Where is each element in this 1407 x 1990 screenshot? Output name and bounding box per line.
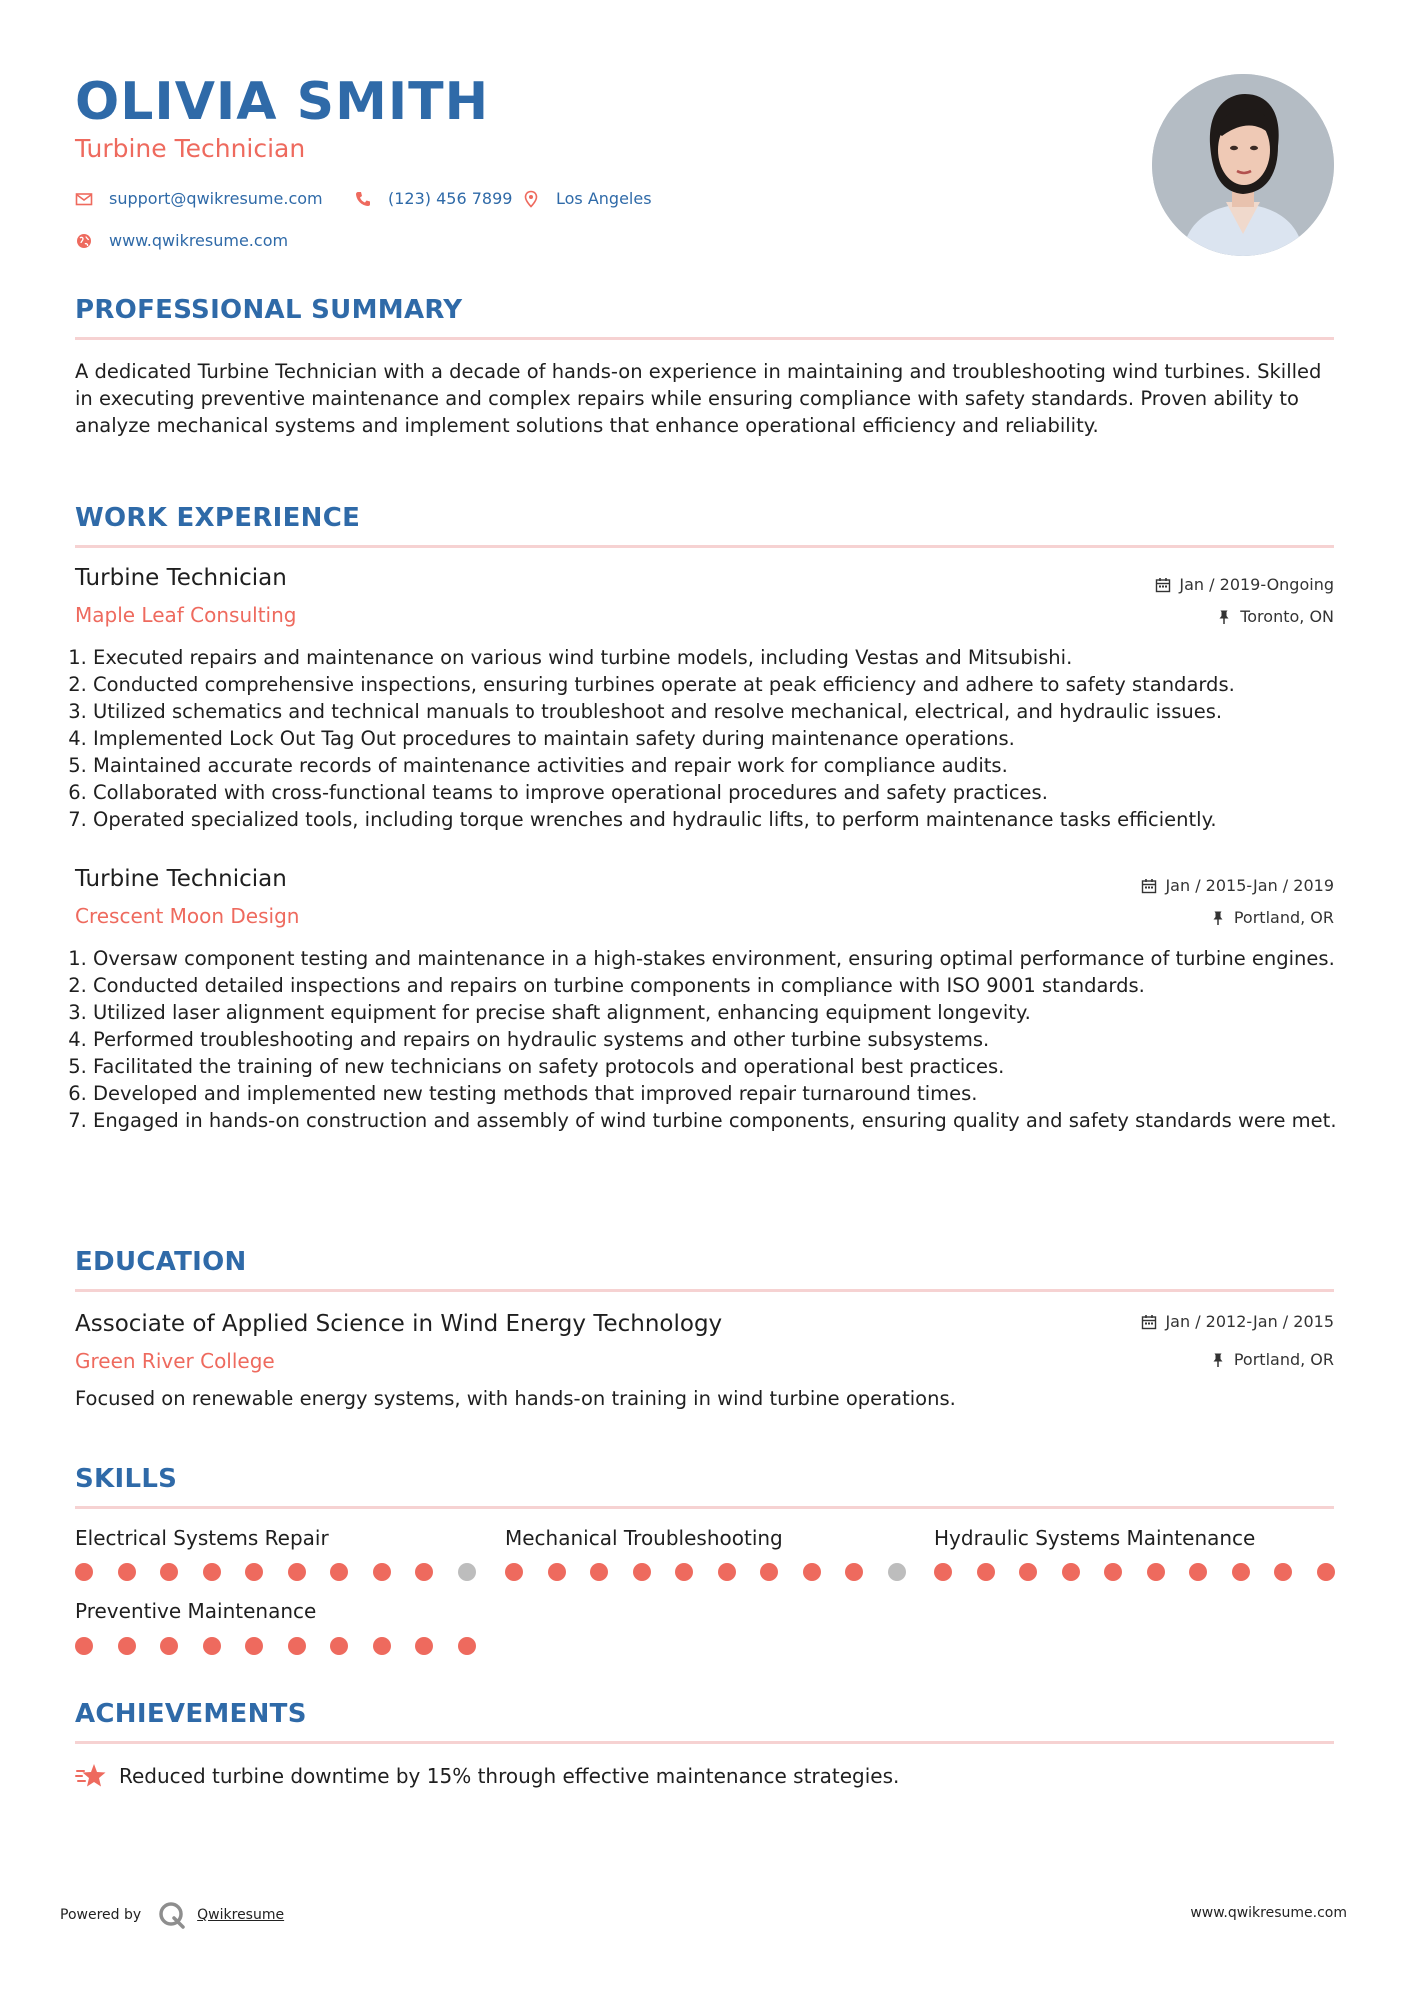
skill-dot-filled — [373, 1637, 391, 1655]
list-item: 2. Conducted comprehensive inspections, ensuring turbines operate at peak efficiency and adhere to safety standards. — [93, 671, 1352, 698]
skill-dot-filled — [458, 1637, 476, 1655]
job-2-location-text: Portland, OR — [1233, 908, 1334, 927]
job-1-title: Turbine Technician — [75, 565, 287, 591]
job-2-dates — [1141, 876, 1334, 895]
skill-dot-filled — [675, 1563, 693, 1581]
skill-dot-filled — [803, 1563, 821, 1581]
skill-label: Mechanical Troubleshooting — [505, 1526, 783, 1550]
job-2-title: Turbine Technician — [75, 866, 287, 892]
phone-text: (123) 456 7899 — [388, 189, 513, 208]
skill-dot-filled — [718, 1563, 736, 1581]
phone-icon — [354, 190, 372, 208]
skill-dot-filled — [934, 1563, 952, 1581]
skills-divider — [75, 1506, 1334, 1509]
skill-dot-filled — [245, 1563, 263, 1581]
skill-dot-filled — [633, 1563, 651, 1581]
skill-rating — [934, 1563, 1334, 1581]
skill-dot-filled — [845, 1563, 863, 1581]
experience-heading: WORK EXPERIENCE — [75, 503, 361, 533]
skill-dot-filled — [415, 1637, 433, 1655]
skill-label: Hydraulic Systems Maintenance — [934, 1526, 1256, 1550]
list-item: 7. Engaged in hands-on construction and assembly of wind turbine components, ensuring quality and safety standards were met. — [93, 1107, 1352, 1134]
skill-dot-filled — [118, 1563, 136, 1581]
skill-rating — [505, 1563, 905, 1581]
contact-phone[interactable] — [354, 189, 512, 208]
email-text: support@qwikresume.com — [109, 189, 323, 208]
skill-dot-filled — [1232, 1563, 1250, 1581]
achievement-item — [75, 1762, 899, 1790]
skill-dot-filled — [1274, 1563, 1292, 1581]
candidate-name: OLIVIA SMITH — [75, 72, 490, 132]
footer-powered-by — [60, 1900, 284, 1930]
pushpin-icon — [1210, 910, 1226, 926]
list-item: 3. Utilized laser alignment equipment for precise shaft alignment, enhancing equipment longevity. — [93, 999, 1352, 1026]
skill-dot-filled — [1189, 1563, 1207, 1581]
skills-heading: SKILLS — [75, 1464, 178, 1494]
skill-dot-filled — [977, 1563, 995, 1581]
education-location — [1210, 1350, 1334, 1369]
education-heading: EDUCATION — [75, 1247, 247, 1277]
skill-dot-filled — [1104, 1563, 1122, 1581]
education-description: Focused on renewable energy systems, with hands-on training in wind turbine operations. — [75, 1387, 956, 1410]
skill-dot-filled — [160, 1637, 178, 1655]
avatar-portrait — [1152, 74, 1334, 256]
skill-dot-filled — [590, 1563, 608, 1581]
skill-label: Electrical Systems Repair — [75, 1526, 329, 1550]
education-divider — [75, 1289, 1334, 1292]
skill-dot-filled — [330, 1563, 348, 1581]
contact-location — [522, 189, 652, 208]
job-1-dates-text: Jan / 2019-Ongoing — [1179, 575, 1334, 594]
summary-divider — [75, 337, 1334, 340]
powered-by-text: Powered by — [60, 1907, 142, 1923]
education-location-text: Portland, OR — [1233, 1350, 1334, 1369]
list-item: 6. Developed and implemented new testing methods that improved repair turnaround times. — [93, 1080, 1352, 1107]
list-item: 7. Operated specialized tools, including torque wrenches and hydraulic lifts, to perform maintenance tasks efficiently. — [93, 806, 1352, 833]
skill-dot-filled — [203, 1563, 221, 1581]
skill-dot-filled — [548, 1563, 566, 1581]
list-item: 2. Conducted detailed inspections and repairs on turbine components in compliance with ISO 9001 standards. — [93, 972, 1352, 999]
skill-dot-filled — [245, 1637, 263, 1655]
envelope-icon — [75, 190, 93, 208]
skill-dot-filled — [288, 1563, 306, 1581]
skill-dot-filled — [505, 1563, 523, 1581]
skill-dot-filled — [1317, 1563, 1335, 1581]
location-text: Los Angeles — [556, 189, 652, 208]
skill-rating — [75, 1563, 475, 1581]
skill-dot-filled — [118, 1637, 136, 1655]
job-2-location — [1210, 908, 1334, 927]
candidate-role: Turbine Technician — [75, 134, 306, 163]
calendar-icon — [1155, 577, 1171, 593]
job-1-location — [1216, 607, 1334, 626]
calendar-icon — [1141, 878, 1157, 894]
skill-dot-filled — [1019, 1563, 1037, 1581]
profile-photo — [1152, 74, 1334, 256]
skill-rating — [75, 1637, 475, 1655]
job-1-dates — [1155, 575, 1334, 594]
list-item: 6. Collaborated with cross-functional teams to improve operational procedures and safety practices. — [93, 779, 1352, 806]
skill-dot-filled — [1147, 1563, 1165, 1581]
achievement-text: Reduced turbine downtime by 15% through effective maintenance strategies. — [119, 1764, 900, 1788]
list-item: 4. Implemented Lock Out Tag Out procedures to maintain safety during maintenance operations. — [93, 725, 1352, 752]
job-1-location-text: Toronto, ON — [1240, 607, 1334, 626]
list-item: 3. Utilized schematics and technical manuals to troubleshoot and resolve mechanical, electrical, and hydraulic issues. — [93, 698, 1352, 725]
skill-dot-filled — [160, 1563, 178, 1581]
summary-text: A dedicated Turbine Technician with a decade of hands-on experience in maintaining and troubleshooting wind turbines. Skilled in executing preventive maintenance and complex repairs while ensuring compliance with safety standards. Proven ability to analyze mechanical systems and implement solutions that enhance operational efficiency and reliability. — [75, 360, 1322, 437]
job-1-company: Maple Leaf Consulting — [75, 603, 297, 627]
job-1-bullets — [75, 644, 1352, 833]
achievements-divider — [75, 1741, 1334, 1744]
footer-site[interactable]: www.qwikresume.com — [1190, 1905, 1347, 1921]
skill-dot-filled — [415, 1563, 433, 1581]
contact-website[interactable] — [75, 231, 288, 250]
map-pin-icon — [522, 190, 540, 208]
contact-email[interactable] — [75, 189, 323, 208]
skill-dot-empty — [888, 1563, 906, 1581]
job-2-company: Crescent Moon Design — [75, 904, 300, 928]
skill-dot-filled — [1062, 1563, 1080, 1581]
pushpin-icon — [1210, 1352, 1226, 1368]
qwikresume-link[interactable]: Qwikresume — [197, 1907, 285, 1923]
list-item: 1. Executed repairs and maintenance on various wind turbine models, including Vestas and Mitsubishi. — [93, 644, 1352, 671]
skill-dot-filled — [373, 1563, 391, 1581]
skill-dot-filled — [330, 1637, 348, 1655]
globe-icon — [75, 232, 93, 250]
job-2-bullets — [75, 945, 1352, 1134]
website-text: www.qwikresume.com — [109, 231, 289, 250]
experience-divider — [75, 545, 1334, 548]
education-dates-text: Jan / 2012-Jan / 2015 — [1165, 1312, 1334, 1331]
skill-label: Preventive Maintenance — [75, 1599, 317, 1623]
job-2-dates-text: Jan / 2015-Jan / 2019 — [1165, 876, 1334, 895]
summary-heading: PROFESSIONAL SUMMARY — [75, 295, 463, 325]
pushpin-icon — [1216, 609, 1232, 625]
skill-dot-filled — [75, 1637, 93, 1655]
list-item: 5. Maintained accurate records of maintenance activities and repair work for compliance audits. — [93, 752, 1352, 779]
education-degree: Associate of Applied Science in Wind Energy Technology — [75, 1311, 723, 1337]
list-item: 5. Facilitated the training of new technicians on safety protocols and operational best practices. — [93, 1053, 1352, 1080]
list-item: 1. Oversaw component testing and maintenance in a high-stakes environment, ensuring optimal performance of turbine engines. — [93, 945, 1352, 972]
education-dates — [1141, 1312, 1334, 1331]
list-item: 4. Performed troubleshooting and repairs on hydraulic systems and other turbine subsystems. — [93, 1026, 1352, 1053]
star-icon — [75, 1762, 107, 1790]
skill-dot-filled — [75, 1563, 93, 1581]
achievements-heading: ACHIEVEMENTS — [75, 1699, 307, 1729]
skill-dot-empty — [458, 1563, 476, 1581]
skill-dot-filled — [203, 1637, 221, 1655]
skill-dot-filled — [288, 1637, 306, 1655]
skill-dot-filled — [760, 1563, 778, 1581]
calendar-icon — [1141, 1314, 1157, 1330]
education-school: Green River College — [75, 1349, 275, 1373]
qwikresume-logo-icon — [157, 1900, 187, 1930]
